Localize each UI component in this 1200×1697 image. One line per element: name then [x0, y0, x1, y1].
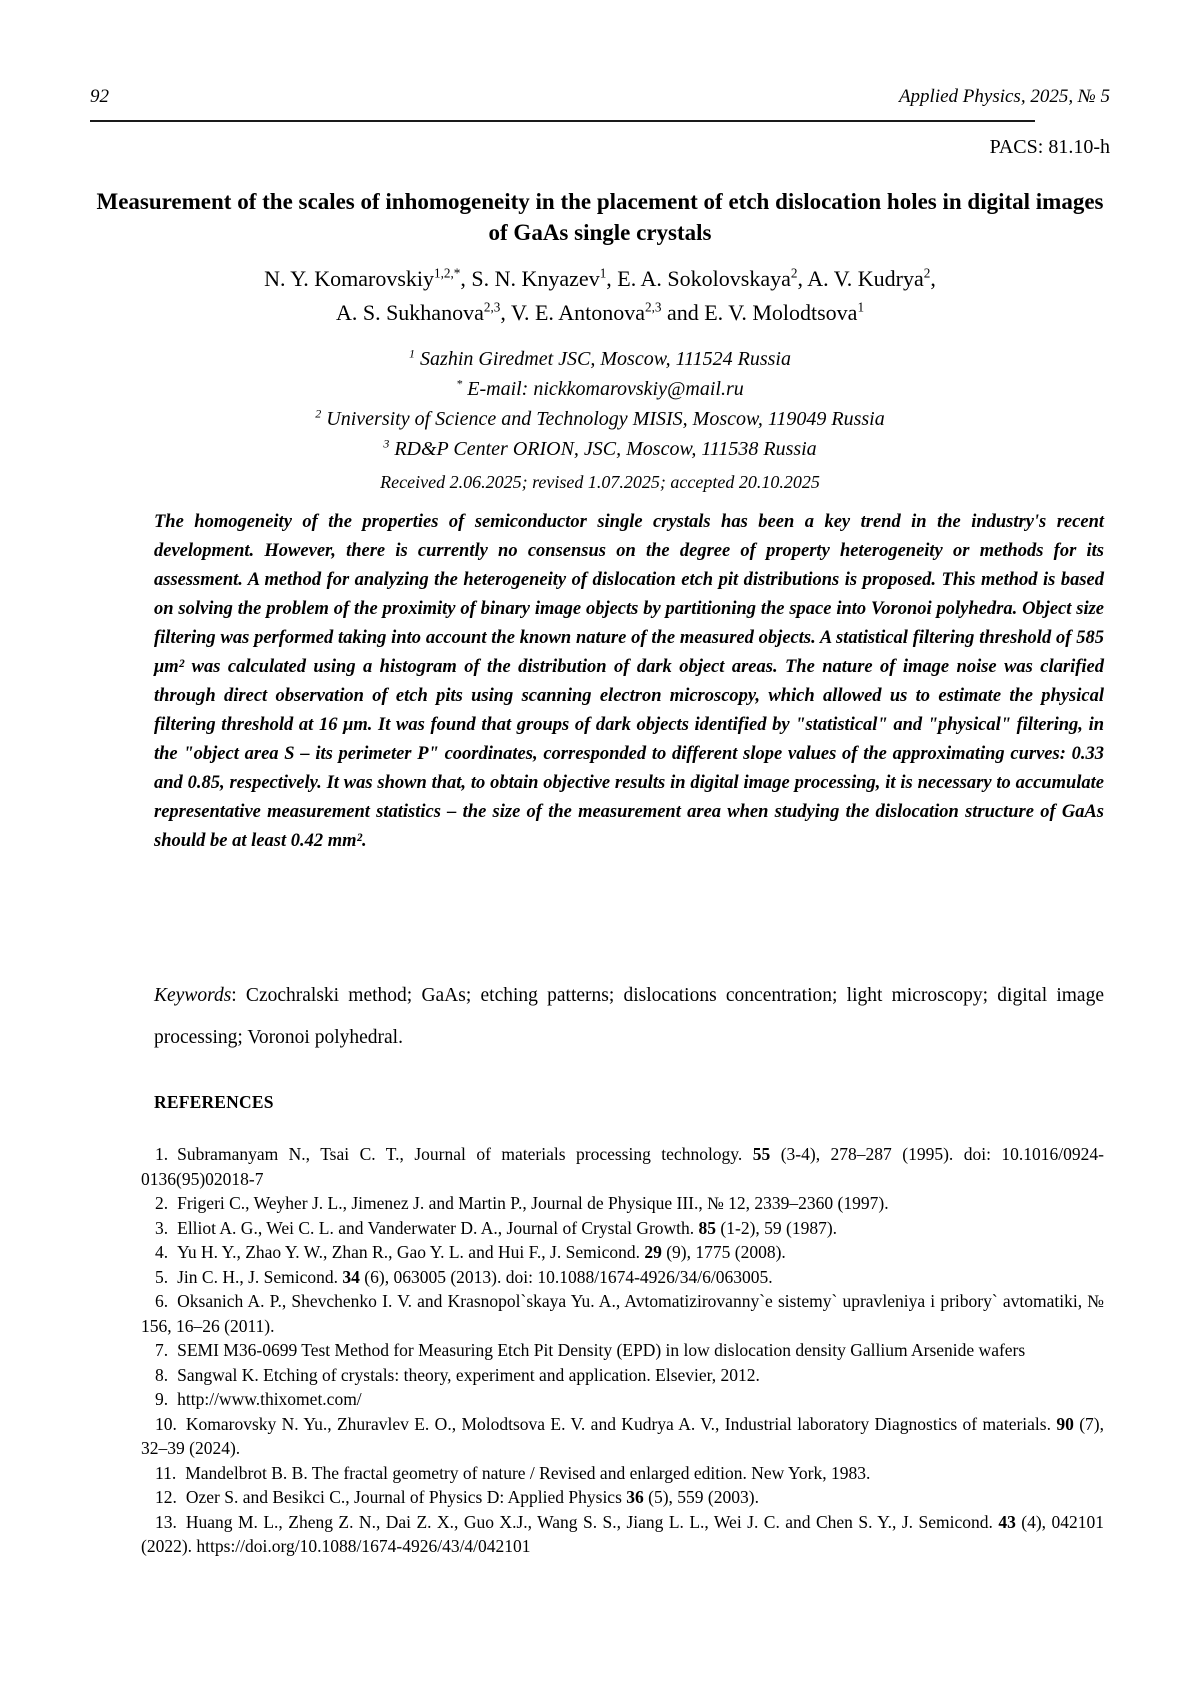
reference-text: (9), 1775 (2008). [661, 1242, 786, 1262]
reference-item [141, 1485, 1104, 1510]
reference-text: 43 [998, 1511, 1016, 1532]
affiliation-marker: 3 [383, 436, 390, 451]
reference-item [141, 1142, 1104, 1191]
abstract-text: The homogeneity of the properties of semiconductor single crystals has been a key trend in the industry's recent development. However, there is currently no consensus on the degree of property heterogeneity or methods for its assessment. A method for analyzing the heterogeneity of dislocation etch pit distributions is proposed. This method is based on solving the problem of the proximity of binary image objects by partitioning the space into Voronoi polyhedra. Object size filtering was performed taking into account the known nature of the measured objects. A statistical filtering threshold of 585 μm² was calculated using a histogram of the distribution of dark object areas. The nature of image noise was clarified through direct observation of etch pits using scanning electron microscopy, which allowed us to estimate the physical filtering threshold at 16 μm. It was found that groups of dark objects identified by "statistical" and "physical" filtering, in the "object area S – its perimeter P" coordinates, corresponded to different slope values of the approximating curves: 0.33 and 0.85, respectively. It was shown that, to obtain objective results in digital image processing, it is necessary to accumulate representative measurement statistics – the size of the measurement area when studying the dislocation structure of GaAs should be at least 0.42 mm². [154, 512, 1104, 851]
affiliation-line: $^2$ University of Science and Technology MISIS, Moscow, 119049 Russia [315, 406, 885, 430]
reference-text: 36 [626, 1487, 644, 1507]
reference-number: 5. [155, 1266, 169, 1287]
affiliation-line: $^1$ Sazhin Giredmet JSC, Moscow, 111524 Russia [409, 346, 791, 370]
reference-text: Mandelbrot B. B. The fractal geometry of nature / Revised and enlarged edition. New York, 1983. [185, 1462, 871, 1483]
keywords-text: : Czochralski method; GaAs; etching patterns; dislocations concentration; light microscopy; digital image processing; Voronoi polyhedral. [154, 985, 1104, 1048]
affiliation-marker: * [456, 376, 463, 391]
author-name: A. S. Sukhanova [335, 300, 484, 325]
reference-number: 9. [155, 1389, 169, 1409]
author-name: V. E. Antonova [510, 300, 645, 325]
reference-number: 7. [155, 1340, 169, 1360]
reference-text: 29 [644, 1242, 662, 1262]
author-affiliation-marker: 2,3 [644, 299, 662, 315]
reference-text: SEMI M36-0699 Test Method for Measuring Etch Pit Density (EPD) in low dislocation density Gallium Arsenide wafers [177, 1340, 1026, 1360]
author-line-2: A. S. Sukhanova$^{2,3}$, V. E. Antonova$^{2,3}$ and E. V. Molodtsova$^1$ [335, 299, 865, 325]
author-affiliation-marker: 1 [599, 265, 607, 281]
reference-text: Sangwal K. Etching of crystals: theory, experiment and application. Elsevier, 2012. [177, 1364, 760, 1385]
pacs-code: PACS: 81.10-h [989, 136, 1110, 158]
reference-text: Elliot A. G., Wei C. L. and Vanderwater D. A., Journal of Crystal Growth. [177, 1217, 699, 1238]
author-line-1: N. Y. Komarovskiy$^{1,2,*}$, S. N. Knyazev$^1$, E. A. Sokolovskaya$^2$, A. V. Kudrya$^2$, [264, 265, 936, 291]
author-affiliation-marker: 2 [790, 265, 798, 281]
reference-text: 85 [698, 1217, 717, 1238]
article-title: Measurement of the scales of inhomogeneity in the placement of etch dislocation holes in digital images of GaAs single crystals [96, 189, 1104, 245]
reference-text: 90 [1056, 1413, 1074, 1434]
reference-number: 11. [155, 1462, 177, 1483]
affiliation-marker: 1 [409, 346, 416, 361]
reference-text: 34 [342, 1266, 360, 1287]
journal-title: Applied Physics, 2025, № 5 [898, 86, 1110, 107]
references-list [141, 1142, 1104, 1559]
keywords-label: Keywords [154, 985, 232, 1006]
reference-text: (3-4), 278–287 (1995). doi: 10.1016/0924-0136(95)02018-7 [141, 1144, 1104, 1189]
reference-number: 4. [155, 1242, 169, 1262]
reference-item [141, 1240, 1104, 1265]
affiliation-line: $^3$ RD&P Center ORION, JSC, Moscow, 111538 Russia [383, 436, 817, 460]
reference-text: (1-2), 59 (1987). [716, 1217, 838, 1238]
author-affiliation-marker: 1,2,* [434, 265, 461, 281]
reference-number: 2. [155, 1193, 169, 1213]
reference-number: 12. [155, 1487, 177, 1507]
reference-number: 13. [155, 1511, 177, 1532]
reference-item [141, 1387, 1104, 1412]
author-name: N. Y. Komarovskiy [264, 266, 435, 291]
reference-number: 6. [155, 1291, 169, 1311]
reference-text: Subramanyam N., Tsai C. T., Journal of materials processing technology. [177, 1144, 753, 1164]
reference-text: Jin C. H., J. Semicond. [177, 1266, 343, 1287]
reference-text: http://www.thixomet.com/ [177, 1389, 362, 1409]
affiliation-list [90, 344, 1110, 464]
reference-text: (4), 042101 (2022). https://doi.org/10.1088/1674-4926/43/4/042101 [141, 1511, 1105, 1556]
author-affiliation-marker: 2,3 [483, 299, 501, 315]
reference-item [141, 1412, 1104, 1461]
reference-item [141, 1461, 1104, 1486]
reference-text: Frigeri C., Weyher J. L., Jimenez J. and Martin P., Journal de Physique III., № 12, 2339–2360 (1997). [177, 1193, 889, 1213]
reference-text: (7), 32–39 (2024). [141, 1413, 1104, 1458]
affiliation-marker: 2 [315, 406, 322, 421]
reference-number: 1. [155, 1144, 169, 1164]
reference-item [141, 1265, 1104, 1290]
author-list [90, 262, 1110, 330]
author-name: A. V. Kudrya [807, 266, 924, 291]
reference-text: Yu H. Y., Zhao Y. W., Zhan R., Gao Y. L. and Hui F., J. Semicond. [177, 1242, 645, 1262]
running-header [90, 86, 1110, 108]
reference-item [141, 1338, 1104, 1363]
author-name: E. A. Sokolovskaya [617, 266, 791, 291]
reference-number: 3. [155, 1217, 169, 1238]
reference-text: Ozer S. and Besikci C., Journal of Physics D: Applied Physics [185, 1487, 627, 1507]
author-affiliation-marker: 1 [857, 299, 865, 315]
reference-text: Komarovsky N. Yu., Zhuravlev E. O., Molodtsova E. V. and Kudrya A. V., Industrial laboratory Diagnostics of materials. [185, 1413, 1057, 1434]
page-number: 92 [90, 86, 109, 107]
reference-item [141, 1510, 1104, 1559]
reference-item [141, 1216, 1104, 1241]
keywords-paragraph [154, 975, 1104, 1059]
reference-text: (5), 559 (2003). [643, 1487, 759, 1507]
affiliation-line: * E-mail: nickkomarovskiy@mail.ru [456, 376, 744, 400]
author-name: S. N. Knyazev [471, 266, 600, 291]
header-rule [90, 120, 1035, 122]
received-line: Received 2.06.2025; revised 1.07.2025; accepted 20.10.2025 [380, 472, 820, 492]
author-name: E. V. Molodtsova [704, 300, 858, 325]
author-affiliation-marker: 2 [923, 265, 931, 281]
reference-text: Oksanich A. P., Shevchenko I. V. and Krasnopol`skaya Yu. A., Avtomatizirovanny`e sistemy` upravleniya i pribory` avtomatiki, № 156, 16–26 (2011). [141, 1291, 1104, 1336]
reference-text: (6), 063005 (2013). doi: 10.1088/1674-4926/34/6/063005. [359, 1266, 773, 1287]
reference-text: 55 [752, 1144, 771, 1164]
reference-number: 8. [155, 1364, 169, 1385]
references-heading: REFERENCES [154, 1092, 274, 1112]
reference-number: 10. [155, 1413, 177, 1434]
reference-text: Huang M. L., Zheng Z. N., Dai Z. X., Guo X.J., Wang S. S., Jiang L. L., Wei J. C. and Chen S. Y., J. Semicond. [185, 1511, 999, 1532]
reference-item [141, 1363, 1104, 1388]
reference-item [141, 1289, 1104, 1338]
reference-item [141, 1191, 1104, 1216]
